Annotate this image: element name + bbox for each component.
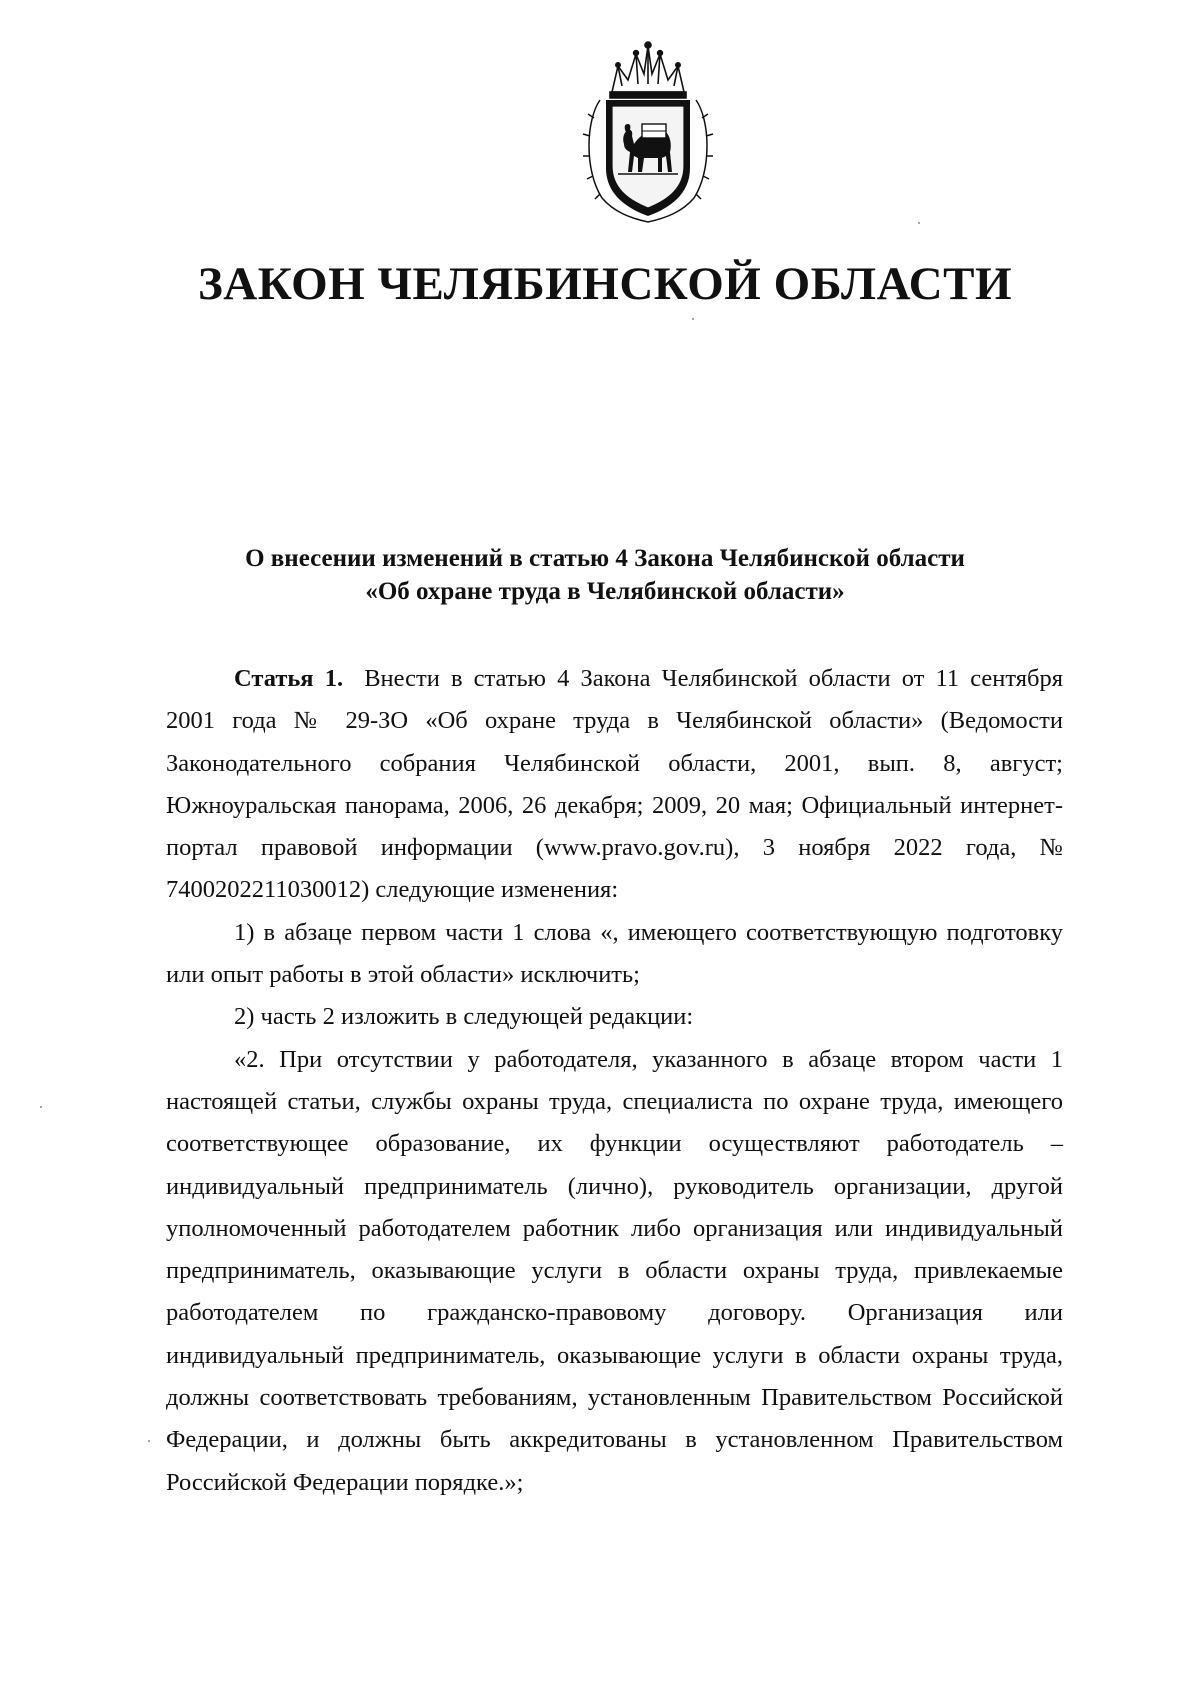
scan-speck	[692, 318, 694, 320]
article-1-text: Внести в статью 4 Закона Челябинской области от 11 сентября 2001 года № 29-ЗО «Об охране труда в Челябинской области» (Ведомости Законодательного собрания Челябинской области, 2001, вып. 8, август; Южноуральская панорама, 2006, 26 декабря; 2009, 20 мая; Официальный интернет-портал правовой информации (www.pravo.gov.ru), 3 ноября 2022 года, № 7400202211030012) следующие изменения:	[166, 665, 1063, 904]
amendment-item-1: 1) в абзаце первом части 1 слова «, имеющего соответствующую подготовку или опыт работы в этой области» исключить;	[166, 918, 1063, 989]
law-subject-line-1: О внесении изменений в статью 4 Закона Челябинской области	[245, 545, 965, 572]
law-subject-line-2: «Об охране труда в Челябинской области»	[365, 578, 845, 605]
amendment-item-2-text: «2. При отсутствии у работодателя, указанного в абзаце втором части 1 настоящей статьи, службы охраны труда, специалиста по охране труда, имеющего соответствующее образование, их функции осуществляют работодатель – индивидуальный предприниматель (лично), руководитель организации, другой уполномоченный работодателем работник либо организация или индивидуальный предприниматель, оказывающие услуги в области охраны труда, привлекаемые работодателем по гражданско-правовому договору. Организация или индивидуальный предприниматель, оказывающие услуги в области охраны труда, должны соответствовать требованиям, установленным Правительством Российской Федерации, и должны быть аккредитованы в установленном Правительством Российской Федерации порядке.»;	[166, 1045, 1063, 1496]
law-subject	[150, 542, 1060, 608]
law-title: ЗАКОН ЧЕЛЯБИНСКОЙ ОБЛАСТИ	[197, 258, 1013, 310]
article-1-paragraph	[166, 658, 1063, 912]
scan-speck	[148, 1440, 150, 1442]
article-1-label: Статья 1.	[234, 665, 344, 692]
coat-of-arms-icon	[578, 40, 718, 225]
law-body	[166, 658, 1063, 1504]
amendment-item-2: 2) часть 2 изложить в следующей редакции:	[234, 1003, 694, 1031]
scan-speck	[918, 222, 920, 224]
scan-speck	[40, 1106, 42, 1108]
